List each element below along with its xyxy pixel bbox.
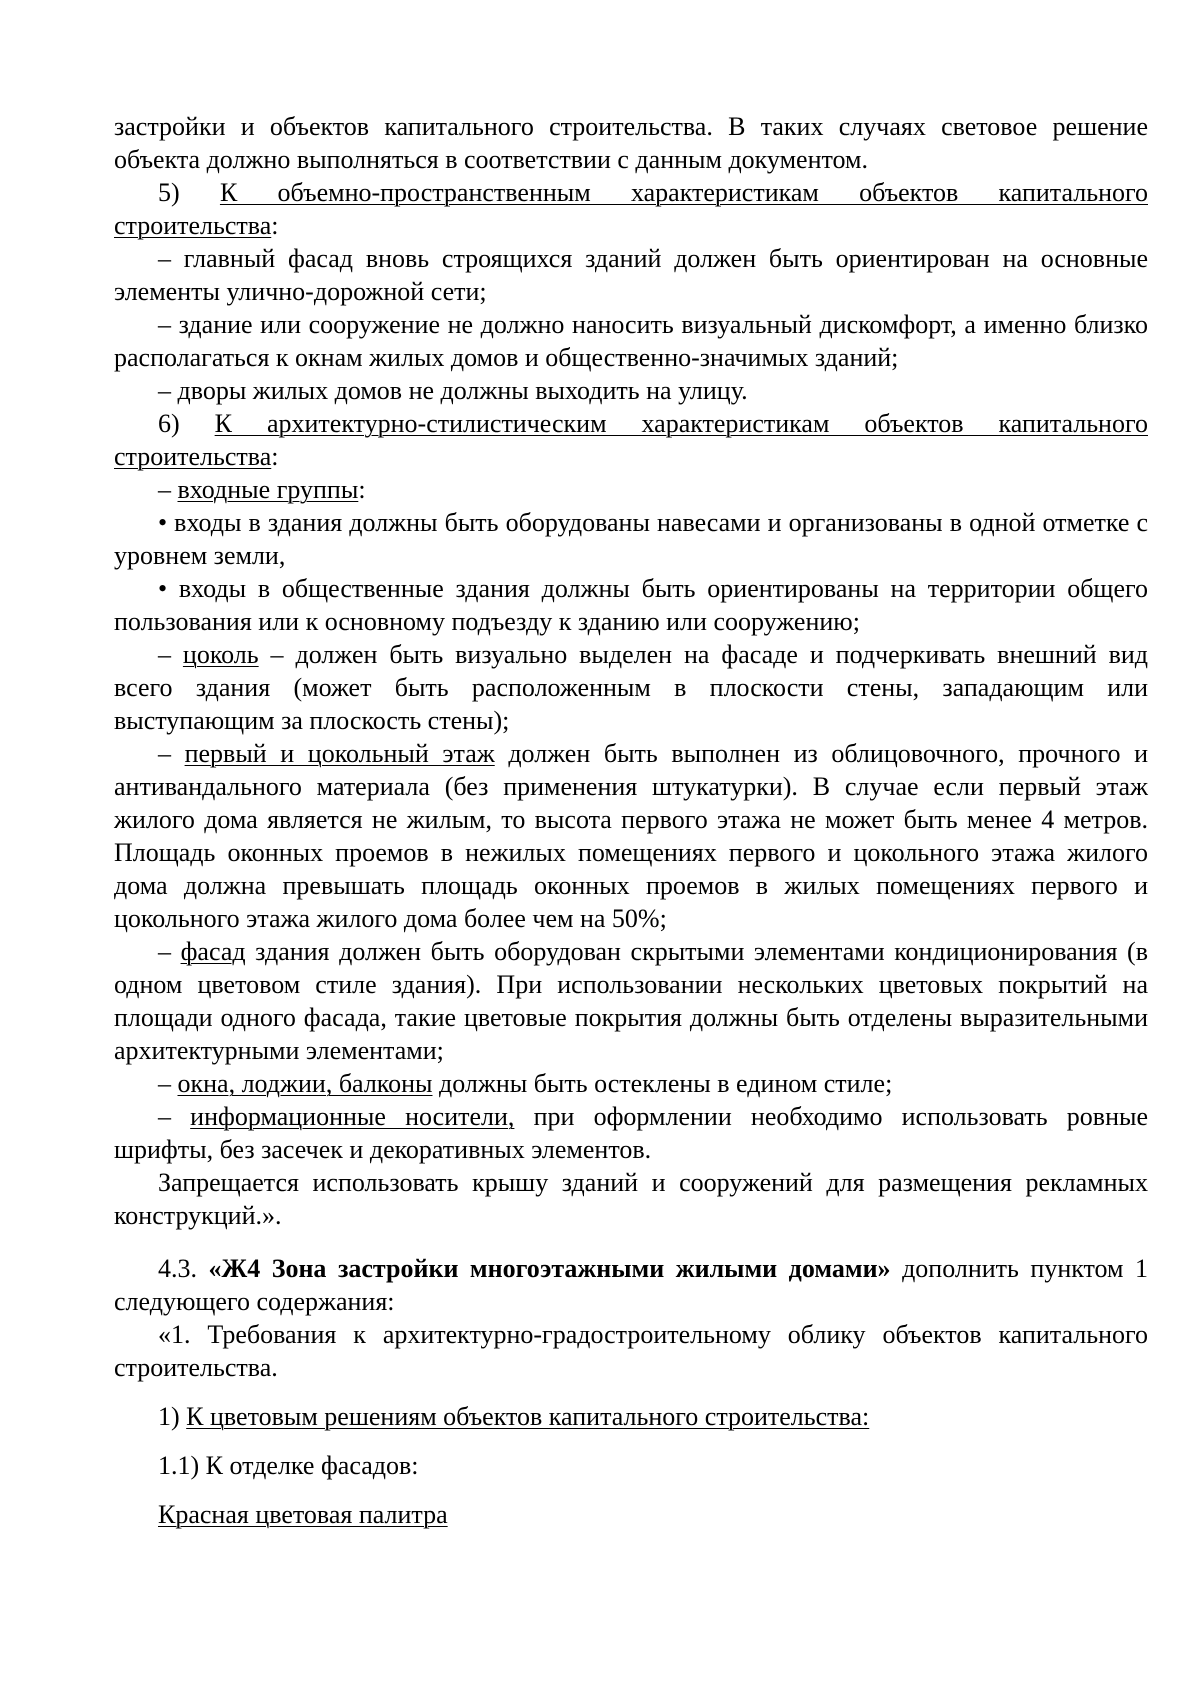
- bullet-item-entrances-canopies: • входы в здания должны быть оборудованы навесами и организованы в одной отметке с уровнем земли,: [114, 508, 1148, 570]
- section-number: 4.3.: [158, 1254, 209, 1283]
- bullet-item-public-entrances: • входы в общественные здания должны быть ориентированы на территории общего пользования или к основному подъезду к зданию или сооружению;: [114, 574, 1148, 636]
- term-plinth: цоколь: [182, 640, 259, 669]
- paragraph-roof-prohibition: Запрещается использовать крышу зданий и сооружений для размещения рекламных конструкций.».: [114, 1168, 1148, 1230]
- list-text: здания должен быть оборудован скрытыми элементами кондиционирования (в одном цветовом стиле здания). При использовании нескольких цветовых покрытий на площади одного фасада, такие цветовые покрытия должны быть отделены выразительными архитектурными элементами;: [114, 937, 1148, 1065]
- heading-color-solutions: [114, 1400, 1148, 1433]
- heading-text: К цветовым решениям объектов капитального строительства:: [186, 1402, 870, 1431]
- paragraph-lighting-solution: застройки и объектов капитального строительства. В таких случаях световое решение объекта должно выполняться в соответствии с данным документом.: [114, 112, 1148, 174]
- heading-text: К объемно-пространственным характеристикам объектов капитального строительства: [114, 178, 1148, 240]
- list-dash: –: [158, 475, 178, 504]
- heading-colon: :: [271, 211, 279, 240]
- item-number: 1): [158, 1402, 187, 1431]
- list-text: должны быть остеклены в едином стиле;: [432, 1069, 893, 1098]
- list-item-facade: [114, 935, 1148, 1067]
- heading-volume-spatial: [114, 176, 1148, 242]
- list-dash: –: [158, 739, 185, 768]
- item-number: 6): [158, 409, 215, 438]
- list-item-visual-discomfort: – здание или сооружение не должно наносить визуальный дискомфорт, а именно близко располагаться к окнам жилых домов и общественно-значимых зданий;: [114, 310, 1148, 372]
- list-text: :: [358, 475, 366, 504]
- term-facade: фасад: [180, 937, 246, 966]
- list-item-plinth: [114, 638, 1148, 737]
- heading-red-palette: [114, 1498, 1148, 1531]
- section-4-3: [114, 1252, 1148, 1318]
- list-text: – должен быть визуально выделен на фасаде и подчеркивать внешний вид всего здания (может быть расположенным в плоскости стены, западающим или выступающим за плоскость стены);: [114, 640, 1149, 735]
- list-item-entrance-groups: [114, 473, 1148, 506]
- list-dash: –: [158, 640, 183, 669]
- paragraph-requirements: «1. Требования к архитектурно-градостроительному облику объектов капитального строительства.: [114, 1320, 1148, 1382]
- list-item-main-facade: – главный фасад вновь строящихся зданий должен быть ориентирован на основные элементы улично-дорожной сети;: [114, 244, 1148, 306]
- heading-architectural-stylistic: [114, 407, 1148, 473]
- term-information-carriers: информационные носители,: [190, 1102, 515, 1131]
- list-text: должен быть выполнен из облицовочного, прочного и антивандального материала (без применения штукатурки). В случае если первый этаж жилого дома является не жилым, то высота первого этажа не может быть менее 4 метров. Площадь оконных проемов в нежилых помещениях первого и цокольного этажа жилого дома должна превышать площадь оконных проемов в жилых помещениях первого и цокольного этажа жилого дома более чем на 50%;: [114, 739, 1148, 933]
- list-item-courtyards: – дворы жилых домов не должны выходить на улицу.: [158, 376, 748, 405]
- item-number: 5): [158, 178, 220, 207]
- term-windows: окна, лоджии, балконы: [177, 1069, 433, 1098]
- heading-facade-finishing: 1.1) К отделке фасадов:: [158, 1451, 419, 1480]
- list-dash: –: [158, 937, 181, 966]
- list-dash: –: [158, 1102, 191, 1131]
- list-text: при оформлении необходимо использовать ровные шрифты, без засечек и декоративных элементов.: [114, 1102, 1148, 1164]
- heading-colon: :: [271, 442, 279, 471]
- zone-title: «Ж4 Зона застройки многоэтажными жилыми домами»: [208, 1254, 891, 1283]
- list-item-windows: [114, 1067, 1148, 1100]
- term-entrance-groups: входные группы: [177, 475, 359, 504]
- list-item-first-floor: [114, 737, 1148, 935]
- section-text: дополнить пунктом 1 следующего содержания:: [114, 1254, 1149, 1316]
- list-item-information-carriers: [114, 1100, 1148, 1166]
- term-first-floor: первый и цокольный этаж: [184, 739, 495, 768]
- heading-text: Красная цветовая палитра: [158, 1500, 448, 1529]
- list-dash: –: [158, 1069, 178, 1098]
- heading-text: К архитектурно-стилистическим характеристикам объектов капитального строительства: [114, 409, 1148, 471]
